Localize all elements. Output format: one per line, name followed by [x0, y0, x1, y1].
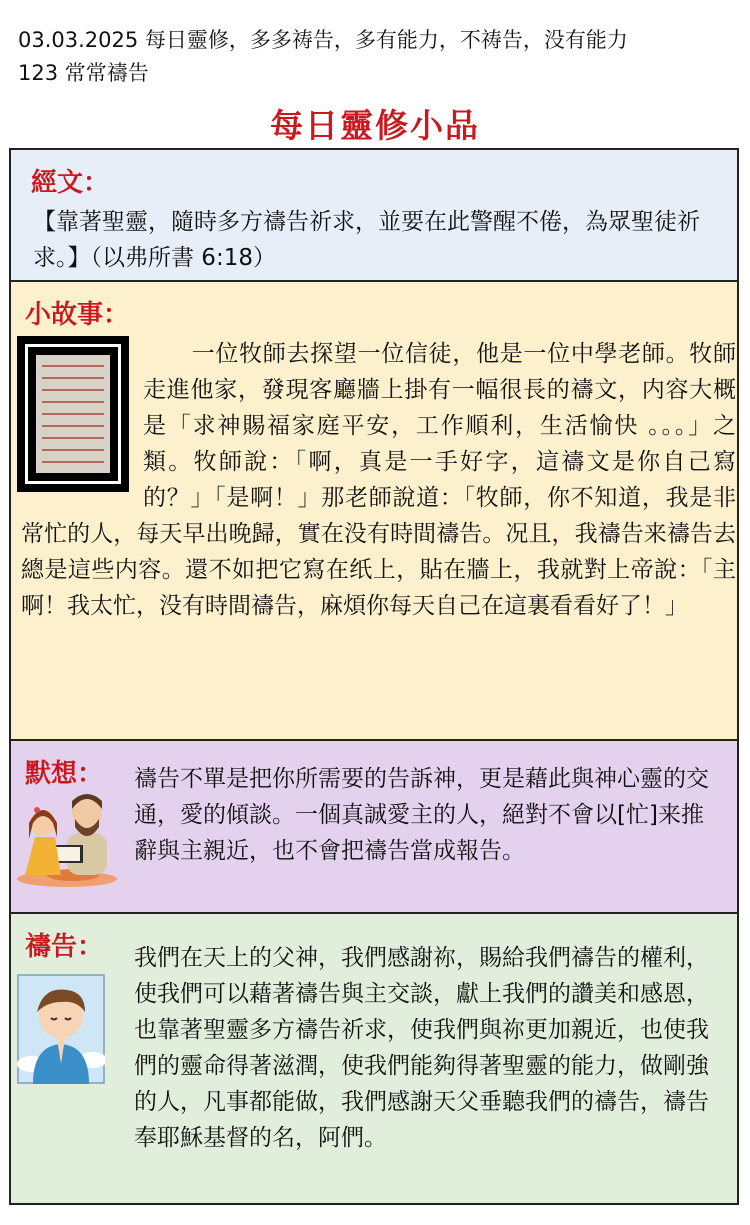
- scripture-text: 【靠著聖靈，隨時多方禱告祈求，並要在此警醒不倦，為眾聖徒祈求。】（以弗所書 6:18）: [33, 209, 700, 271]
- meditation-section: [9, 739, 739, 914]
- scripture-section: [9, 148, 739, 282]
- prayer-label: 禱告：: [25, 932, 104, 962]
- father-daughter-reading-illustration: [15, 787, 119, 887]
- header-line-1: 03.03.2025 每日靈修，多多祷告，多有能力，不祷告，没有能力: [18, 28, 628, 52]
- meditation-text: 禱告不單是把你所需要的告訴神，更是藉此與神心靈的交通，愛的傾談。一個真誠愛主的人，絕對不會以[忙]来推辭與主親近，也不會把禱告當成報告。: [134, 766, 709, 864]
- prayer-text: 我們在天上的父神，我們感謝祢，賜給我們禱告的權利，使我們可以藉著禱告與主交談，獻上我們的讚美和感恩，也靠著聖靈多方禱告祈求，使我們與祢更加親近，也使我們的靈命得著滋潤，使我們能夠得著聖靈的能力，做剛強的人，凡事都能做，我們感謝天父垂聽我們的禱告，禱告奉耶穌基督的名，阿們。: [134, 945, 709, 1151]
- prayer-section: [9, 912, 739, 1205]
- framed-scroll-image: [17, 336, 129, 492]
- page-title: 每日靈修小品: [270, 106, 480, 145]
- story-section: [9, 280, 739, 741]
- header-line-2: 123 常常禱告: [18, 61, 149, 85]
- story-label: 小故事：: [25, 300, 130, 330]
- header: [18, 24, 738, 90]
- meditation-label: 默想：: [25, 759, 104, 789]
- scripture-label: 經文：: [31, 168, 110, 198]
- praying-boy-illustration: [17, 974, 105, 1084]
- story-body: [21, 336, 736, 624]
- story-text: 一位牧師去探望一位信徒，他是一位中學老師。牧師走進他家，發現客廳牆上掛有一幅很長的禱文，内容大概是「求神賜福家庭平安，工作順利，生活愉快 。。。」之類。牧師說：「啊，真是一手好字，這禱文是你自己寫的？」「是啊！」那老師說道：「牧師，你不知道，我是非常忙的人，每天早出晚歸，實在没有時間禱告。况且，我禱告来禱告去總是這些内容。還不如把它寫在纸上，貼在牆上，我就對上帝說：「主啊！我太忙，没有時間禱告，麻煩你每天自己在這裏看看好了！」: [21, 341, 736, 619]
